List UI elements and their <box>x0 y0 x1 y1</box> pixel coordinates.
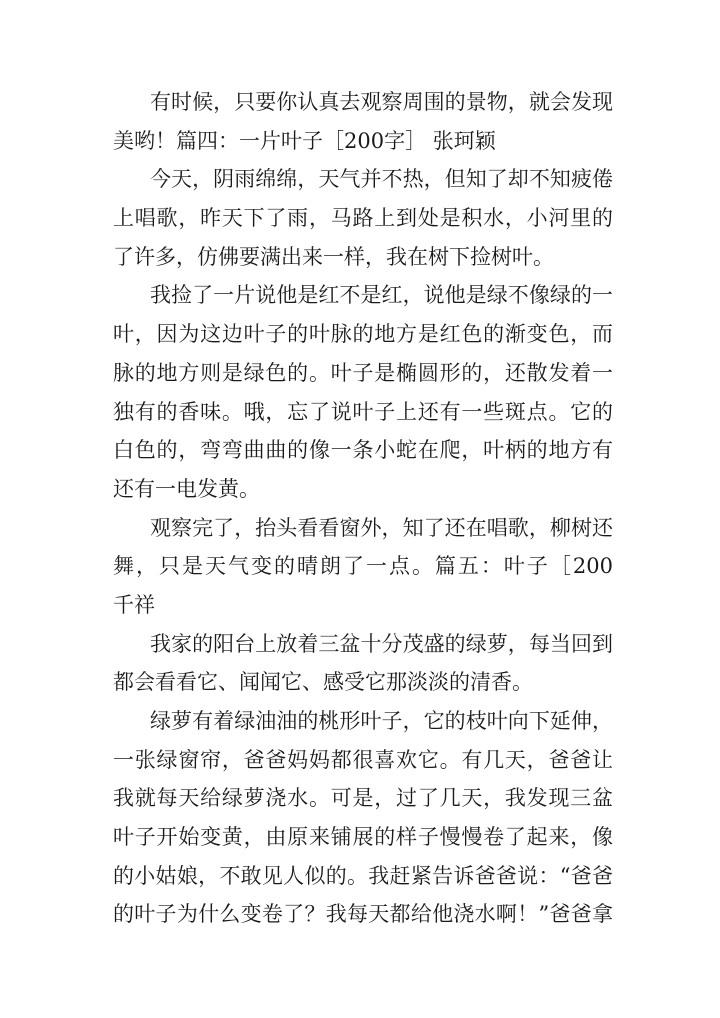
text-line-13: 舞，只是天气变的晴朗了一点。篇五：叶子［200 <box>113 554 613 579</box>
body-text <box>113 83 613 934</box>
text-line-2: 美哟！篇四：一片叶子［200字］ 张珂颖 <box>113 128 496 153</box>
text-line-8: 脉的地方则是绿色的。叶子是椭圆形的，还散发着一 <box>113 360 613 385</box>
text-line-22: 的叶子为什么变卷了？我每天都给他浇水啊！”爸爸拿 <box>113 902 613 927</box>
text-line-20: 叶子开始变黄，由原来铺展的样子慢慢卷了起来，像 <box>113 825 613 850</box>
text-line-17: 绿萝有着绿油油的桃形叶子，它的枝叶向下延伸， <box>150 709 613 733</box>
text-line-16: 都会看看它、闻闻它、感受它那淡淡的清香。 <box>113 670 533 695</box>
text-line-19: 我就每天给绿萝浇水。可是，过了几天，我发现三盆 <box>113 786 613 811</box>
text-line-6: 我捡了一片说他是红不是红，说他是绿不像绿的一 <box>150 283 613 308</box>
text-line-18: 一张绿窗帘，爸爸妈妈都很喜欢它。有几天，爸爸让 <box>113 747 613 772</box>
text-line-11: 还有一电发黄。 <box>113 476 260 501</box>
text-line-4: 上唱歌，昨天下了雨，马路上到处是积水，小河里的 <box>113 206 613 231</box>
text-line-5: 了许多，仿佛要满出来一样，我在树下捡树叶。 <box>113 244 554 269</box>
text-line-15: 我家的阳台上放着三盆十分茂盛的绿萝，每当回到 <box>150 631 613 656</box>
text-line-7: 叶，因为这边叶子的叶脉的地方是红色的渐变色，而 <box>113 322 613 347</box>
text-line-21: 的小姑娘，不敢见人似的。我赶紧告诉爸爸说：“爸爸 <box>113 863 613 888</box>
text-line-12: 观察完了，抬头看看窗外，知了还在唱歌，柳树还 <box>150 515 613 540</box>
text-line-14: 千祥 <box>113 592 155 617</box>
text-line-10: 白色的，弯弯曲曲的像一条小蛇在爬，叶柄的地方有 <box>113 438 613 463</box>
text-line-9: 独有的香味。哦，忘了说叶子上还有一些斑点。它的 <box>113 399 613 424</box>
text-line-1: 有时候，只要你认真去观察周围的景物，就会发现 <box>150 90 613 114</box>
text-line-3: 今天，阴雨绵绵，天气并不热，但知了却不知疲倦 <box>150 167 613 192</box>
